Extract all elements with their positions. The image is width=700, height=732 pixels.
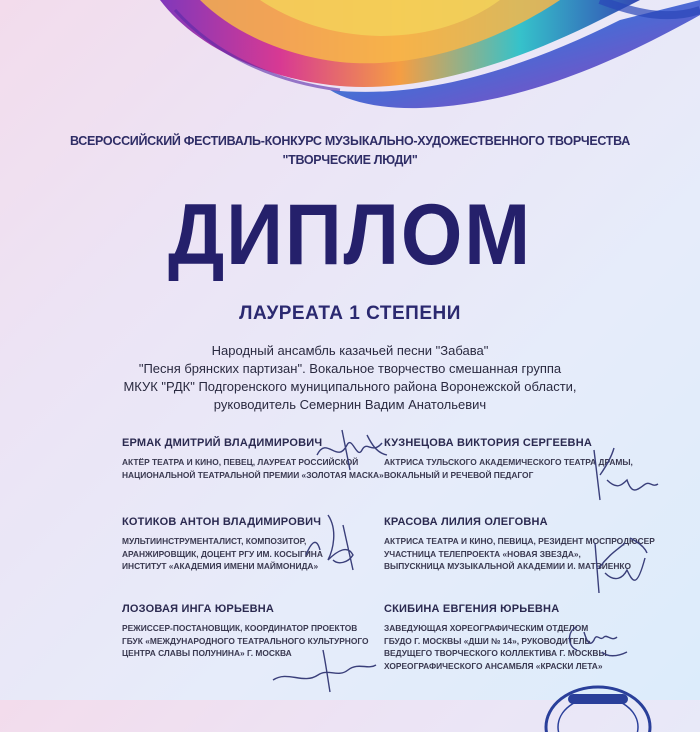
signature-lozovaya bbox=[268, 640, 378, 695]
jury-desc-line: АКТРИСА ТЕАТРА И КИНО, ПЕВИЦА, РЕЗИДЕНТ МОСПРОДЮСЕР bbox=[384, 536, 655, 546]
award-line2: "Песня брянских партизан". Вокальное творчество смешанная группа bbox=[138, 361, 562, 376]
signature-kuznetsova bbox=[582, 440, 662, 515]
jury-desc-line: ВЕДУЩЕГО ТВОРЧЕСКОГО КОЛЛЕКТИВА Г. МОСКВЫ bbox=[384, 648, 607, 658]
jury-desc-line: ИНСТИТУТ «АКАДЕМИЯ ИМЕНИ МАЙМОНИДА» bbox=[122, 561, 319, 571]
jury-name: КУЗНЕЦОВА ВИКТОРИЯ СЕРГЕЕВНА bbox=[384, 437, 592, 449]
jury-name: КОТИКОВ АНТОН ВЛАДИМИРОВИЧ bbox=[122, 516, 322, 528]
jury-desc-line: МУЛЬТИИНСТРУМЕНТАЛИСТ, КОМПОЗИТОР, bbox=[122, 536, 307, 546]
festival-header-line1: ВСЕРОССИЙСКИЙ ФЕСТИВАЛЬ-КОНКУРС МУЗЫКАЛЬНО-ХУДОЖЕСТВЕННОГО ТВОРЧЕСТВА bbox=[70, 134, 630, 148]
jury-desc-line: ЗАВЕДУЮЩАЯ ХОРЕОГРАФИЧЕСКИМ ОТДЕЛОМ bbox=[384, 623, 589, 633]
ribbon-artwork bbox=[0, 0, 700, 120]
jury-description bbox=[122, 535, 422, 573]
jury-desc-line: ЦЕНТРА СЛАВЫ ПОЛУНИНА» Г. МОСКВА bbox=[122, 648, 292, 658]
stamp-seal bbox=[538, 672, 658, 732]
jury-name: ЕРМАК ДМИТРИЙ ВЛАДИМИРОВИЧ bbox=[122, 437, 323, 449]
festival-header bbox=[0, 132, 700, 170]
jury-desc-line: ГБУДО Г. МОСКВЫ «ДШИ № 14», РУКОВОДИТЕЛЬ bbox=[384, 635, 591, 646]
jury-description bbox=[384, 622, 684, 672]
jury-name: СКИБИНА ЕВГЕНИЯ ЮРЬЕВНА bbox=[384, 603, 560, 615]
signature-kotikov bbox=[298, 505, 368, 575]
jury-desc-line: УЧАСТНИЦА ТЕЛЕПРОЕКТА «НОВАЯ ЗВЕЗДА», bbox=[384, 548, 581, 559]
jury-member-skibina bbox=[384, 603, 684, 672]
jury-desc-line: АКТЁР ТЕАТРА И КИНО, ПЕВЕЦ, ЛАУРЕАТ РОССИЙСКОЙ bbox=[122, 457, 359, 467]
jury-desc-line: ХОРЕОГРАФИЧЕСКОГО АНСАМБЛЯ «КРАСКИ ЛЕТА» bbox=[384, 660, 603, 671]
award-line3: МКУК "РДК" Подгоренского муниципального района Воронежской области, bbox=[123, 379, 577, 394]
diploma-title: ДИПЛОМ bbox=[167, 187, 533, 283]
award-line1: Народный ансамбль казачьей песни "Забава" bbox=[211, 343, 489, 358]
signature-ermak bbox=[312, 425, 392, 475]
jury-desc-line: АКТРИСА ТУЛЬСКОГО АКАДЕМИЧЕСКОГО ТЕАТРА ДРАМЫ, bbox=[384, 457, 633, 467]
jury-desc-line: ГБУК «МЕЖДУНАРОДНОГО ТЕАТРАЛЬНОГО КУЛЬТУРНОГО bbox=[122, 635, 369, 646]
festival-header-line2: "ТВОРЧЕСКИЕ ЛЮДИ" bbox=[282, 153, 418, 167]
jury-desc-line: ВОКАЛЬНЫЙ И РЕЧЕВОЙ ПЕДАГОГ bbox=[384, 469, 534, 480]
award-line4: руководитель Семернин Вадим Анатольевич bbox=[213, 397, 487, 412]
jury-desc-line: ВЫПУСКНИЦА МУЗЫКАЛЬНОЙ АКАДЕМИИ И. МАТВИЕНКО bbox=[384, 561, 632, 571]
jury-name: ЛОЗОВАЯ ИНГА ЮРЬЕВНА bbox=[122, 603, 275, 615]
jury-name: КРАСОВА ЛИЛИЯ ОЛЕГОВНА bbox=[384, 516, 548, 528]
jury-desc-line: АРАНЖИРОВЩИК, ДОЦЕНТ РГУ ИМ. КОСЫГИНА bbox=[122, 548, 323, 559]
signature-skibina bbox=[562, 612, 632, 667]
award-text bbox=[0, 342, 700, 414]
jury-desc-line: РЕЖИССЕР-ПОСТАНОВЩИК, КООРДИНАТОР ПРОЕКТОВ bbox=[122, 623, 358, 633]
diploma-subtitle: ЛАУРЕАТА 1 СТЕПЕНИ bbox=[239, 303, 461, 324]
signature-krasova bbox=[585, 528, 655, 603]
jury-member-kotikov bbox=[122, 516, 422, 573]
jury-desc-line: НАЦИОНАЛЬНОЙ ТЕАТРАЛЬНОЙ ПРЕМИИ «ЗОЛОТАЯ МАСКА» bbox=[122, 469, 384, 480]
